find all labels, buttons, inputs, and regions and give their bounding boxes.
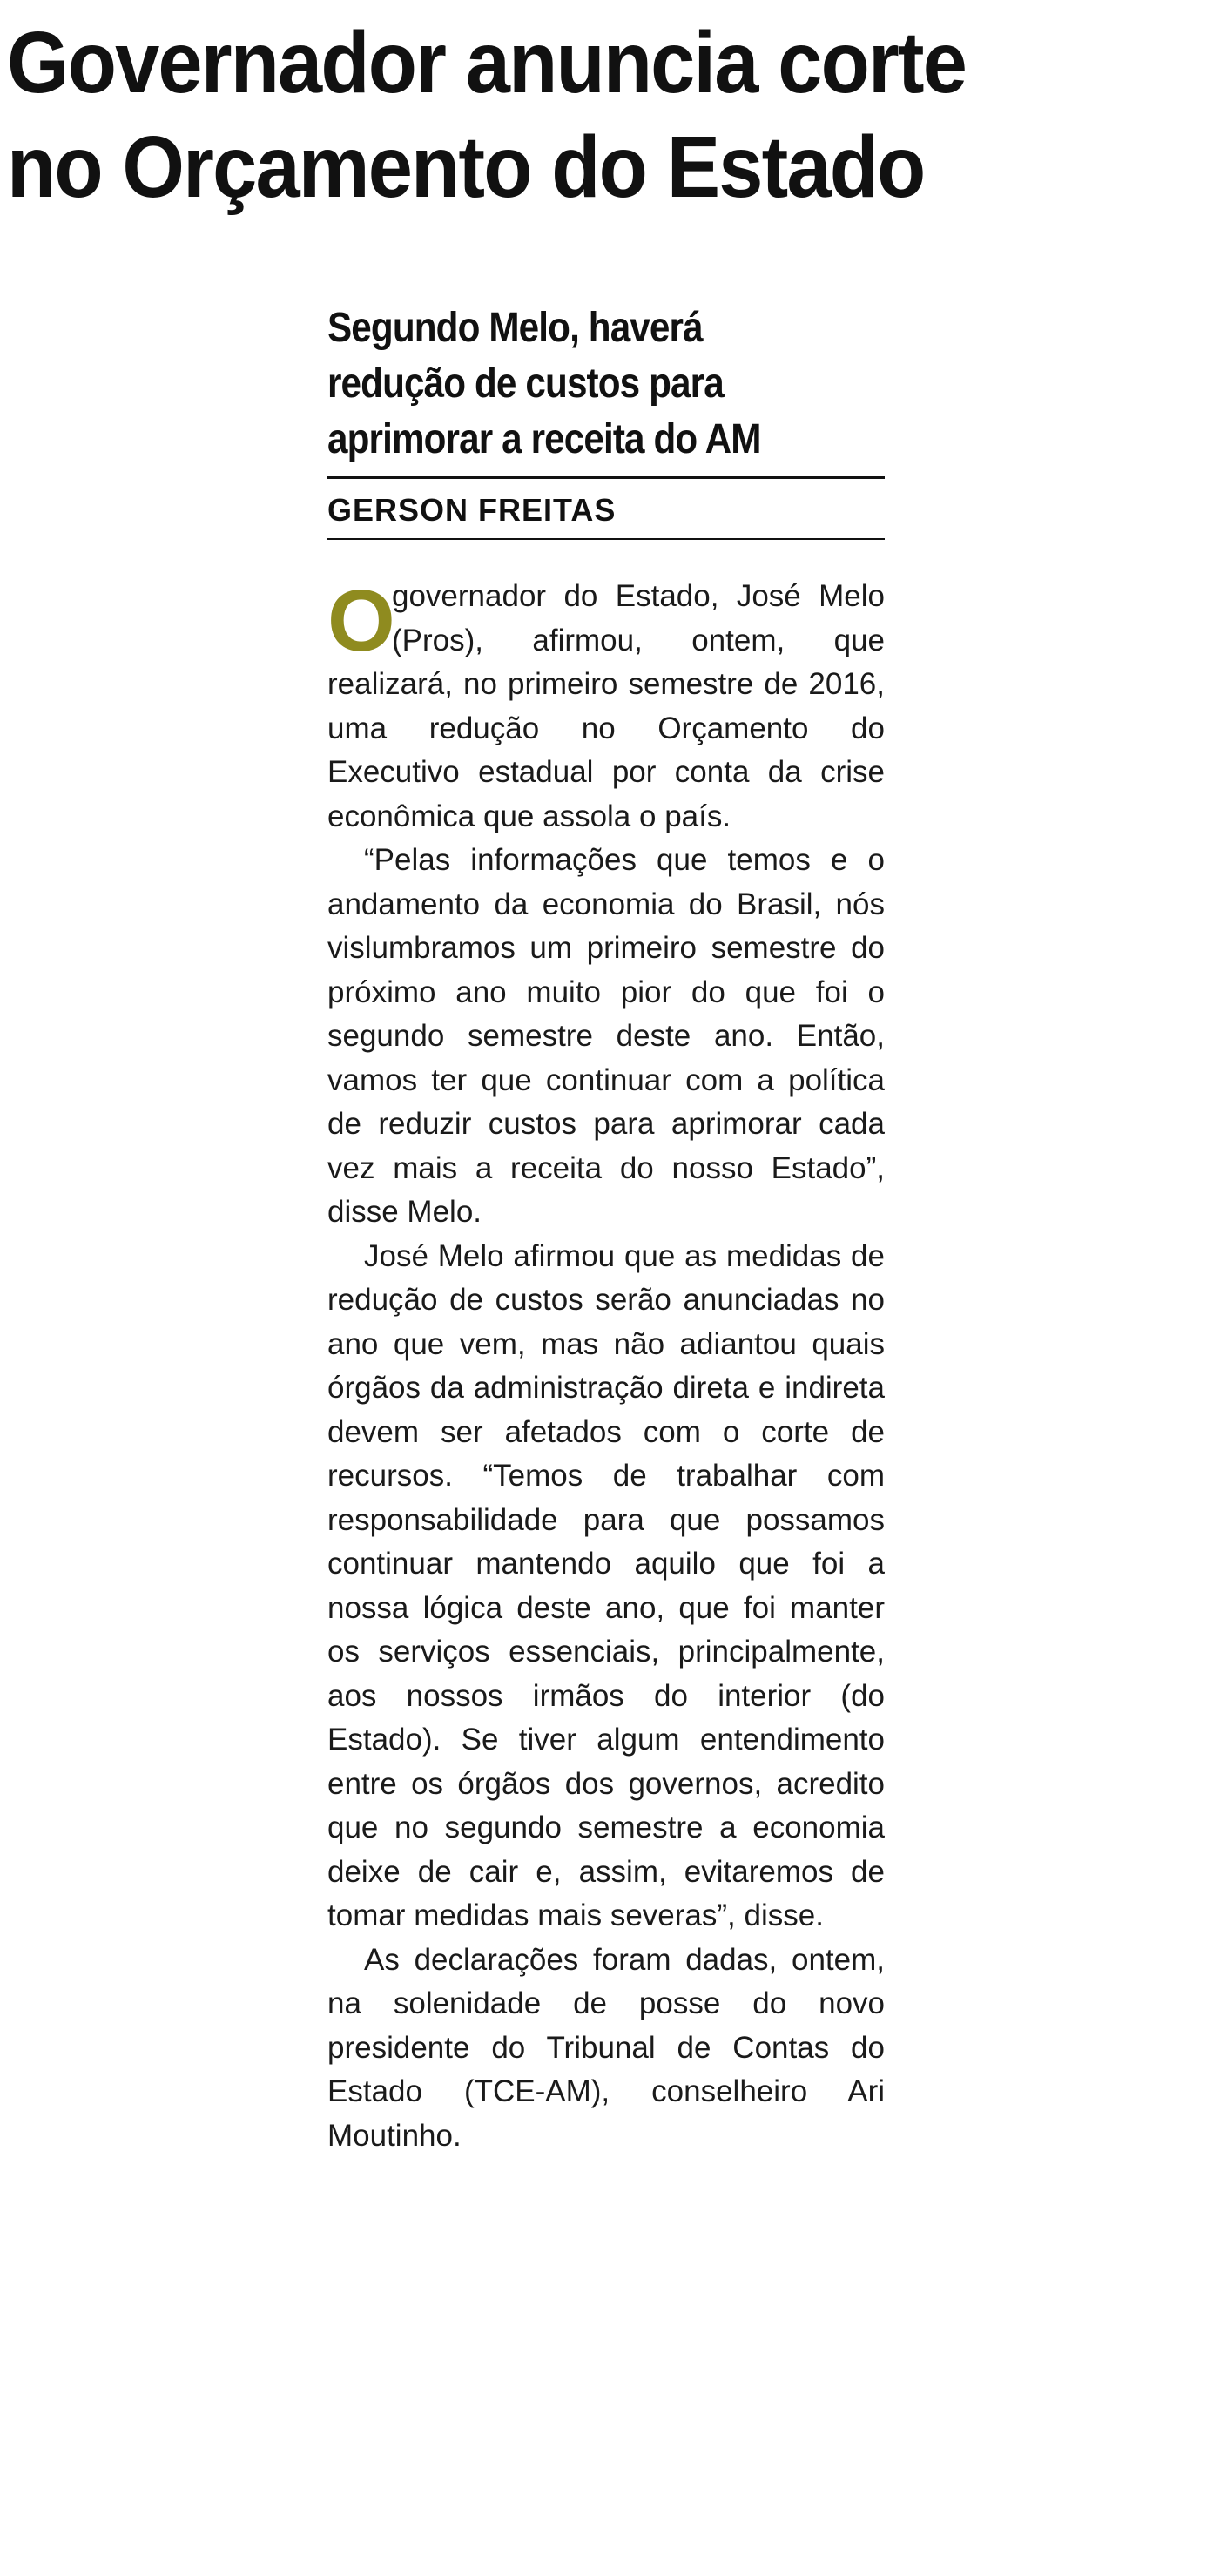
- paragraph-1-text: governador do Estado, José Melo (Pros), afirmou, ontem, que realizará, no primeiro semestre de 2016, uma redução no Orçamento do Executivo estadual por conta da crise econômica que assola o país.: [327, 579, 885, 833]
- subheadline: [327, 300, 818, 468]
- paragraph-4: As declarações foram dadas, ontem, na solenidade de posse do novo presidente do Tribunal de Contas do Estado (TCE-AM), conselheiro Ari Moutinho.: [327, 1942, 885, 2153]
- article-body: [327, 572, 885, 2158]
- paragraph-2: “Pelas informações que temos e o andamento da economia do Brasil, nós vislumbramos um primeiro semestre do próximo ano muito pior do que foi o segundo semestre deste ano. Então, vamos ter que continuar com a política de reduzir custos para aprimorar cada vez mais a receita do nosso Estado”, disse Melo.: [327, 843, 885, 1229]
- byline-bottom-rule: [327, 538, 885, 540]
- paragraph-1: [327, 572, 885, 839]
- subheadline-line-2: redução de custos para: [327, 361, 724, 407]
- article-column: [327, 300, 885, 2158]
- drop-cap: O: [327, 572, 395, 670]
- byline-top-rule: [327, 476, 885, 479]
- headline-line-1: Governador anuncia corte: [7, 14, 967, 111]
- paragraph-3: José Melo afirmou que as medidas de redução de custos serão anunciadas no ano que vem, mas não adiantou quais órgãos da administração direta e indireta devem ser afetados com o corte de recursos. “Temos de trabalhar com responsabilidade para que possamos continuar mantendo aquilo que foi a nossa lógica deste ano, que foi manter os serviços essenciais, principalmente, aos nossos irmãos do interior (do Estado). Se tiver algum entendimento entre os órgãos dos governos, acredito que no segundo semestre a economia deixe de cair e, assim, evitaremos de tomar medidas mais severas”, disse.: [327, 1238, 885, 1932]
- headline-line-2: no Orçamento do Estado: [7, 118, 925, 216]
- byline: GERSON FREITAS: [327, 492, 617, 528]
- subheadline-line-1: Segundo Melo, haverá: [327, 305, 703, 351]
- subheadline-line-3: aprimorar a receita do AM: [327, 416, 761, 462]
- headline: [7, 10, 1121, 219]
